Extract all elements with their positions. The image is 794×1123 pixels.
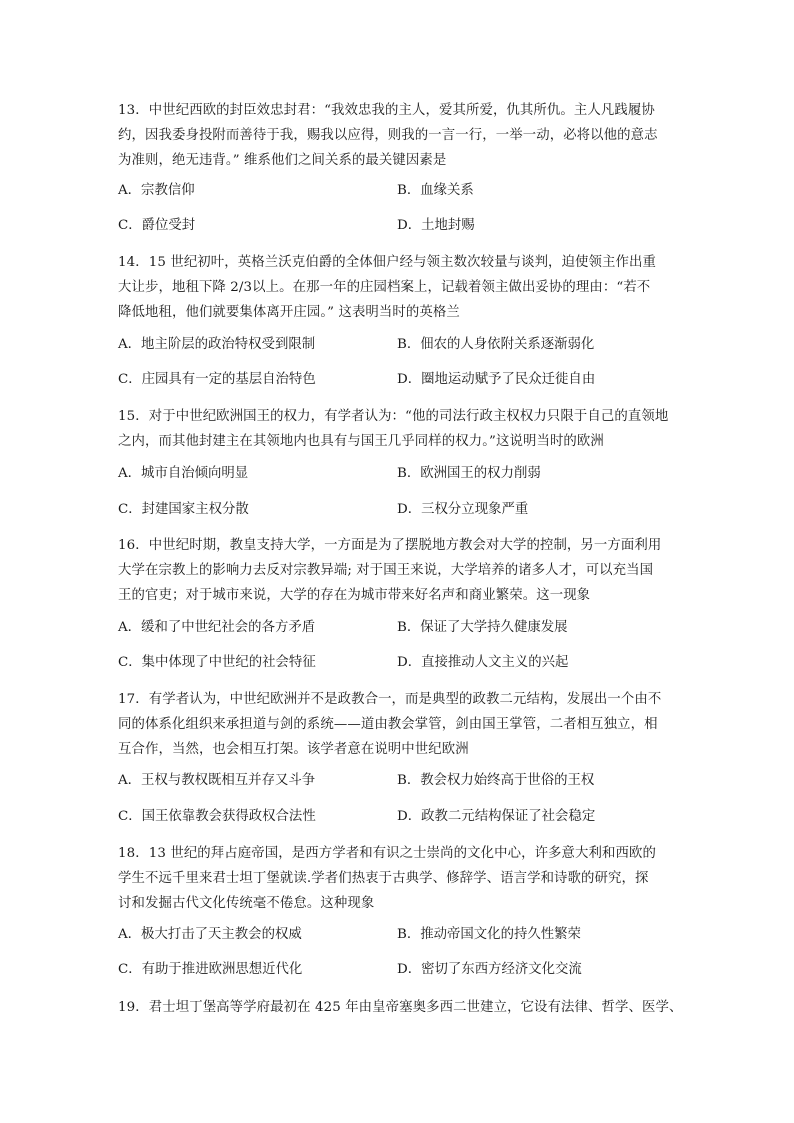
question-15-stem [118, 404, 678, 454]
question-14-line-3: 降低地租，他们就要集体离开庄园。” 这表明当时的英格兰 [118, 305, 460, 320]
question-15-option-b: B．欧洲国王的权力削弱 [397, 466, 541, 481]
question-13-option-d: D．土地封赐 [397, 218, 475, 233]
question-15-option-d: D．三权分立现象严重 [397, 502, 529, 517]
question-18-option-c: C．有助于推进欧洲思想近代化 [118, 962, 303, 977]
question-18-line-3: 讨和发掘古代文化传统毫不倦怠。这种现象 [118, 896, 375, 911]
question-16-option-d: D．直接推动人文主义的兴起 [397, 655, 569, 670]
question-14-line-1: 14．15 世纪初叶，英格兰沃克伯爵的全体佃户经与领主数次较量与谈判，迫使领主作出重 [118, 255, 656, 270]
question-14-line-2: 大让步，地租下降 2/3以上。在那一年的庄园档案上，记载着领主做出妥协的理由：“若不 [118, 280, 651, 295]
question-17-option-b: B．教会权力始终高于世俗的王权 [397, 773, 595, 788]
question-17-line-3: 互合作，当然，也会相互打架。该学者意在说明中世纪欧洲 [118, 742, 469, 757]
question-18-option-b: B．推动帝国文化的持久性繁荣 [397, 927, 581, 942]
question-15-option-c: C．封建国家主权分散 [118, 502, 249, 517]
question-16-option-b: B．保证了大学持久健康发展 [397, 620, 568, 635]
question-13-line-1: 13．中世纪西欧的封臣效忠封君：“我效忠我的主人，爱其所爱，仇其所仇。主人凡践履协 [118, 103, 655, 118]
question-15-line-2: 之内，而其他封建主在其领地内也具有与国王几乎同样的权力。”这说明当时的欧洲 [118, 434, 604, 449]
question-16-line-1: 16．中世纪时期，教皇支持大学，一方面是为了摆脱地方教会对大学的控制，另一方面利用 [118, 538, 662, 553]
question-18-stem [118, 841, 678, 916]
question-14-option-a: A．地主阶层的政治特权受到限制 [118, 337, 316, 352]
question-14-stem [118, 250, 678, 325]
question-13-option-a: A．宗教信仰 [118, 183, 195, 198]
question-18-line-1: 18．13 世纪的拜占庭帝国，是西方学者和有识之士崇尚的文化中心，许多意大利和西欧的 [118, 846, 656, 861]
question-17-stem [118, 687, 678, 762]
question-13-option-c: C．爵位受封 [118, 218, 196, 233]
question-19-stem [118, 995, 683, 1020]
question-17-line-2: 同的体系化组织来承担道与剑的系统——道由教会掌管，剑由国王掌管，二者相互独立，相 [118, 717, 658, 732]
question-18-option-a: A．极大打击了天主教会的权威 [118, 927, 302, 942]
question-17-line-1: 17．有学者认为，中世纪欧洲并不是政教合一，而是典型的政教二元结构，发展出一个由不 [118, 692, 662, 707]
question-15-line-1: 15．对于中世纪欧洲国王的权力，有学者认为：“他的司法行政主权权力只限于自己的直领地 [118, 409, 669, 424]
question-17-option-d: D．政教二元结构保证了社会稳定 [397, 809, 596, 824]
question-16-line-3: 王的官吏；对于城市来说，大学的存在为城市带来好名声和商业繁荣。这一现象 [118, 588, 591, 603]
question-14-option-b: B．佃农的人身依附关系逐渐弱化 [397, 337, 595, 352]
question-17-option-c: C．国王依靠教会获得政权合法性 [118, 809, 316, 824]
question-19-line-1: 19．君士坦丁堡高等学府最初在 425 年由皇帝塞奥多西二世建立，它设有法律、哲学、医学、 [118, 1000, 683, 1015]
question-16-stem [118, 533, 678, 608]
question-13-option-b: B．血缘关系 [397, 183, 474, 198]
question-17-option-a: A．王权与教权既相互并存又斗争 [118, 773, 316, 788]
question-18-option-d: D．密切了东西方经济文化交流 [397, 962, 582, 977]
question-14-option-c: C．庄园具有一定的基层自治特色 [118, 372, 316, 387]
question-16-line-2: 大学在宗教上的影响力去反对宗教异端; 对于国王来说，大学培养的诸多人才，可以充当国 [118, 563, 654, 578]
question-14-option-d: D．圈地运动赋予了民众迁徙自由 [397, 372, 596, 387]
question-13-line-2: 约，因我委身投附而善待于我，赐我以应得，则我的一言一行，一举一动，必将以他的意志 [118, 128, 658, 143]
question-15-option-a: A．城市自治倾向明显 [118, 466, 249, 481]
question-13-stem [118, 98, 678, 173]
question-13-line-3: 为准则，绝无违背。” 维系他们之间关系的最关键因素是 [118, 153, 447, 168]
question-16-option-c: C．集中体现了中世纪的社会特征 [118, 655, 316, 670]
question-16-option-a: A．缓和了中世纪社会的各方矛盾 [118, 620, 316, 635]
question-18-line-2: 学生不远千里来君士坦丁堡就读.学者们热衷于古典学、修辞学、语言学和诗歌的研究，探 [118, 871, 649, 886]
